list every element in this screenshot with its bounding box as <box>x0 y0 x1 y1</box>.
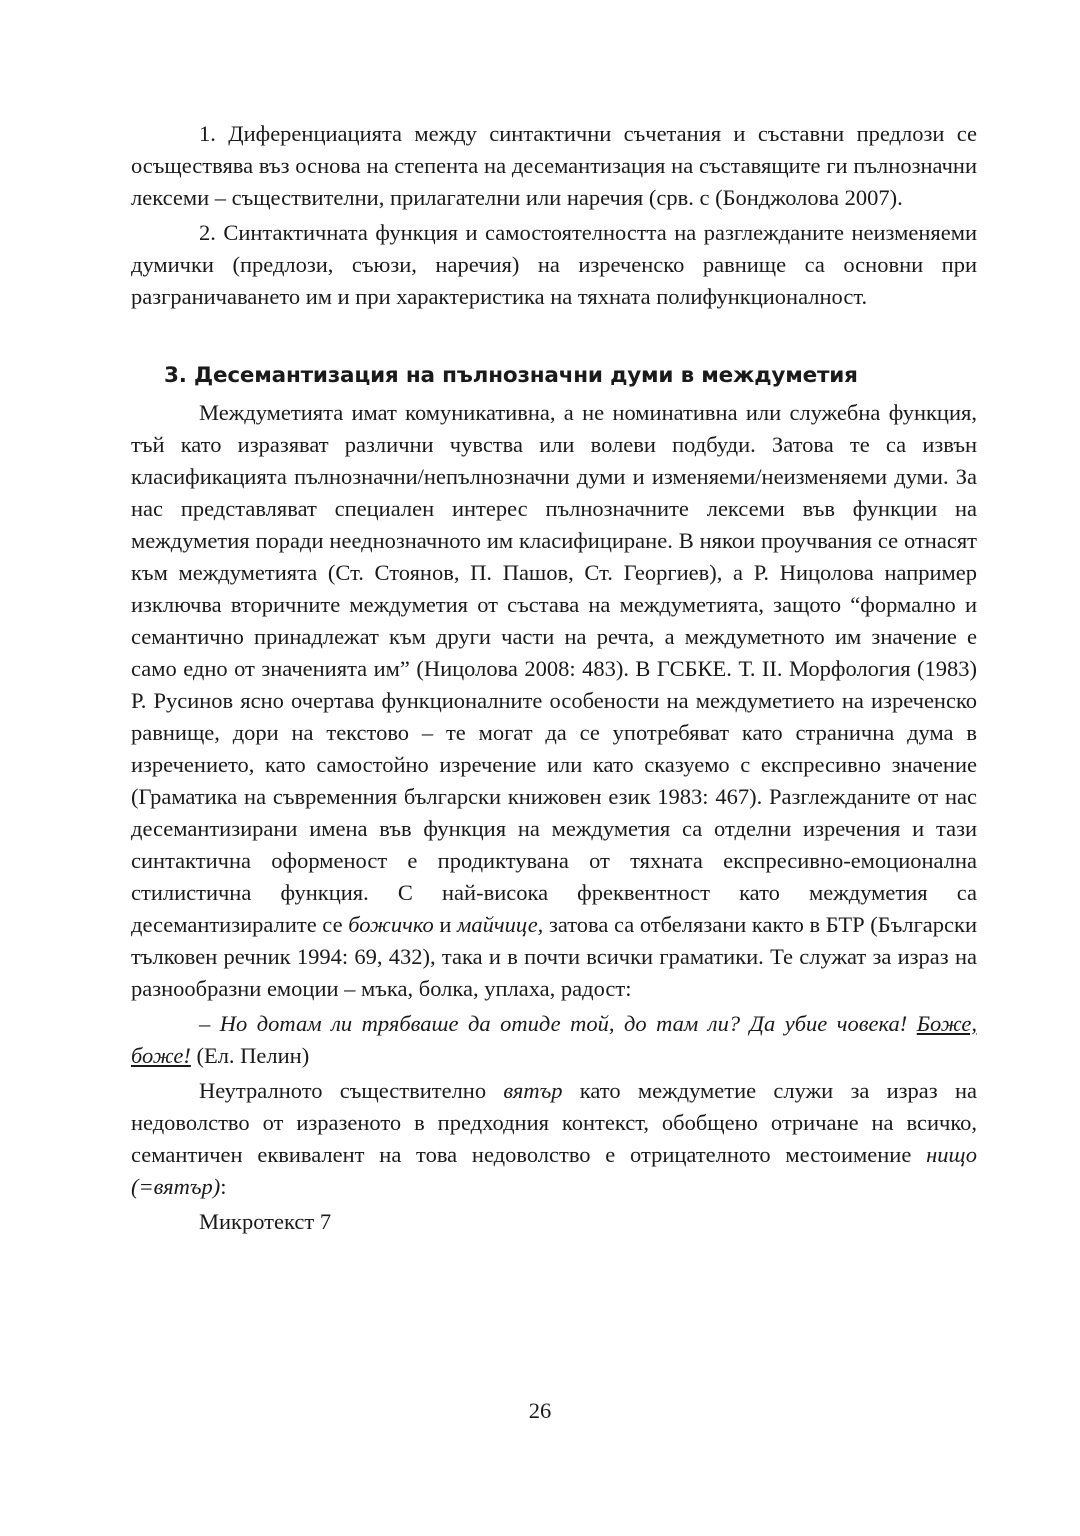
paragraph-4 <box>131 1075 977 1203</box>
microtext-label: Микротекст 7 <box>199 1209 332 1234</box>
document-page <box>131 118 977 1238</box>
paragraph-1 <box>131 118 977 214</box>
quotation-source: (Ел. Пелин) <box>190 1043 310 1068</box>
italic-term-nishto: нищо (=вятър) <box>131 1142 977 1199</box>
section-heading: 3. Десемантизация на пълнозначни думи в междуметия <box>164 363 858 388</box>
paragraph-2 <box>131 217 977 313</box>
italic-term-vyatar: вятър <box>503 1078 563 1103</box>
quotation-underlined: Боже, боже! <box>131 1011 977 1068</box>
page-number: 26 <box>528 1398 552 1423</box>
paragraph-3 <box>131 397 977 1005</box>
italic-term-maychitse: майчице, <box>457 912 544 937</box>
paragraph-2-text: 2. Синтактичната функция и самостоятелността на разглежданите неизменяеми думички (предлози, съюзи, наречия) на изреченско равнище са основни при разграничаването им и при характеристика на тяхната полифункционалност. <box>131 220 977 309</box>
italic-term-bozhichko: божичко <box>348 912 434 937</box>
paragraph-4-start: Неутралното съществително <box>199 1078 504 1103</box>
paragraph-1-text: 1. Диференциацията между синтактични съчетания и съставни предлози се осъществява въз основа на степента на десемантизация на съставящите ги пълнозначни лексеми – съществителни, прилагателни или наречия (срв. с (Бонджолова 2007). <box>131 121 977 210</box>
quotation-text: – Но дотам ли трябваше да отиде той, до там ли? Да убие човека! <box>199 1011 917 1036</box>
paragraph-3-tail: затова са отбелязани както в БТР (Български тълковен речник 1994: 69, 432), така и в почти всички граматики. Те служат за израз на разнообразни емоции – мъка, болка, уплаха, радост: <box>131 912 977 1001</box>
quotation <box>131 1008 977 1072</box>
paragraph-4-rest: като междуметие служи за израз на недоволство от изразеното в предходния контекст, обобщено отричане на всичко, семантичен еквивалент на това недоволство е отрицателното местоимение <box>131 1078 978 1167</box>
paragraph-4-colon: : <box>220 1174 227 1199</box>
paragraph-3-and: и <box>433 912 458 937</box>
paragraph-3-text: Междуметията имат комуникативна, а не номинативна или служебна функция, тъй като изразяват различни чувства или волеви подбуди. Затова те са извън класификацията пълнозначни/непълнозначни думи и изменяеми/неизменяеми думи. За нас представляват специален интерес пълнозначните лексеми във функции на междуметия поради нееднозначното им класифициране. В някои проучвания се отнасят към междуметията (Ст. Стоянов, П. Пашов, Ст. Георгиев), а Р. Ницолова например изключва вторичните междуметия от състава на междуметията, защото “формално и семантично принадлежат към други части на речта, а междуметното им значение е само едно от значенията им” (Ницолова 2008: 483). В ГСБКЕ. Т. II. Морфология (1983) Р. Русинов ясно очертава функционалните особености на междуметието на изреченско равнище, дори на текстово – те могат да се употребяват като странична дума в изречението, като самостойно изречение или като сказуемо с експресивно значение (Граматика на съвременния български книжовен език 1983: 467). Разглежданите от нас десемантизирани имена във функция на междуметия са отделни изречения и тази синтактична оформеност е продиктувана от тяхната експресивно-емоционална стилистична функция. С най-висока фреквентност като междуметия са десемантизиралите се <box>131 400 977 937</box>
